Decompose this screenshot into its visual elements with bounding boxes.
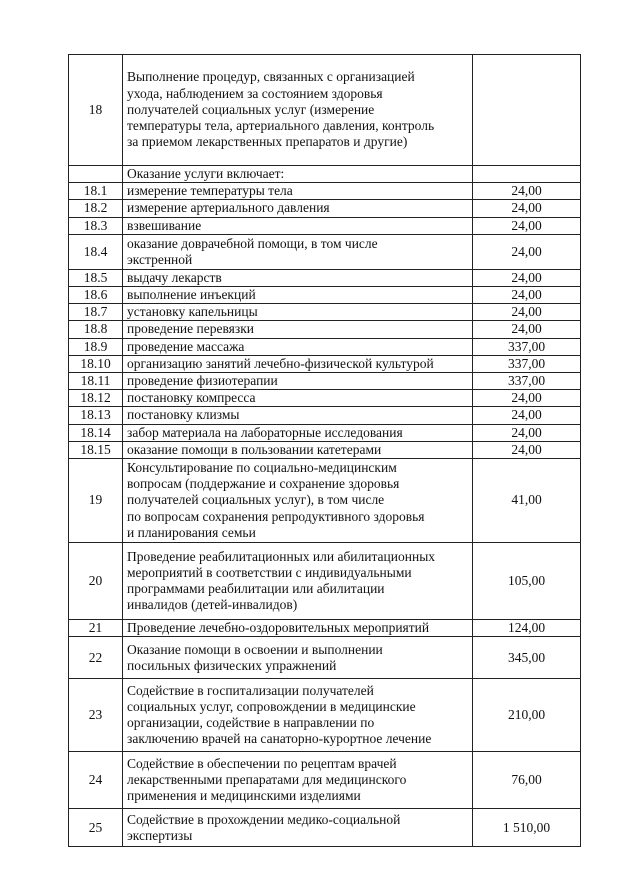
service-price: 41,00 xyxy=(473,459,581,543)
row-number: 18.7 xyxy=(69,304,123,321)
service-name: проведение перевязки xyxy=(123,321,473,338)
table-row xyxy=(69,424,581,441)
service-price: 337,00 xyxy=(473,355,581,372)
table-row xyxy=(69,809,581,847)
table-row xyxy=(69,407,581,424)
service-name: Содействие в прохождении медико-социальной экспертизы xyxy=(123,809,473,847)
service-price: 337,00 xyxy=(473,338,581,355)
table-row xyxy=(69,637,581,679)
service-price xyxy=(473,166,581,183)
table-row xyxy=(69,287,581,304)
table-row xyxy=(69,390,581,407)
table-row xyxy=(69,338,581,355)
service-name: оказание помощи в пользовании катетерами xyxy=(123,441,473,458)
row-number: 18.13 xyxy=(69,407,123,424)
row-number: 21 xyxy=(69,620,123,637)
service-name: оказание доврачебной помощи, в том числе экстренной xyxy=(123,234,473,269)
row-number: 18.8 xyxy=(69,321,123,338)
service-name: Консультирование по социально-медицинским вопросам (поддержание и сохранение здоровья получателей социальных услуг), в том числе по вопросам сохранения репродуктивного здоровья и планирования семьи xyxy=(123,459,473,543)
row-number: 18.4 xyxy=(69,234,123,269)
service-name: проведение массажа xyxy=(123,338,473,355)
row-number: 18.2 xyxy=(69,200,123,217)
table-row xyxy=(69,234,581,269)
table-row xyxy=(69,355,581,372)
row-number: 18.10 xyxy=(69,355,123,372)
service-price: 24,00 xyxy=(473,183,581,200)
table-row xyxy=(69,752,581,809)
row-number: 18.12 xyxy=(69,390,123,407)
service-name: Оказание помощи в освоении и выполнении посильных физических упражнений xyxy=(123,637,473,679)
row-number: 18.6 xyxy=(69,287,123,304)
service-name: проведение физиотерапии xyxy=(123,373,473,390)
services-price-table xyxy=(68,54,581,847)
table-row xyxy=(69,304,581,321)
table-row xyxy=(69,200,581,217)
service-name: измерение температуры тела xyxy=(123,183,473,200)
service-price: 24,00 xyxy=(473,269,581,286)
table-body xyxy=(69,55,581,847)
row-number: 18.3 xyxy=(69,217,123,234)
service-price: 210,00 xyxy=(473,679,581,752)
service-name: Оказание услуги включает: xyxy=(123,166,473,183)
service-price: 24,00 xyxy=(473,287,581,304)
service-price: 24,00 xyxy=(473,217,581,234)
row-number: 24 xyxy=(69,752,123,809)
table-row xyxy=(69,373,581,390)
table-row xyxy=(69,217,581,234)
table-row xyxy=(69,543,581,620)
row-number: 20 xyxy=(69,543,123,620)
service-name: Проведение реабилитационных или абилитационных мероприятий в соответствии с индивидуальными программами реабилитации или абилитации инвалидов (детей-инвалидов) xyxy=(123,543,473,620)
service-price: 105,00 xyxy=(473,543,581,620)
service-price: 24,00 xyxy=(473,304,581,321)
service-price: 24,00 xyxy=(473,234,581,269)
row-number: 22 xyxy=(69,637,123,679)
service-name: взвешивание xyxy=(123,217,473,234)
service-name: постановку клизмы xyxy=(123,407,473,424)
table-row xyxy=(69,183,581,200)
service-name: постановку компресса xyxy=(123,390,473,407)
service-name: выдачу лекарств xyxy=(123,269,473,286)
table-row xyxy=(69,620,581,637)
row-number: 18.9 xyxy=(69,338,123,355)
table-row xyxy=(69,459,581,543)
service-price: 345,00 xyxy=(473,637,581,679)
service-price: 24,00 xyxy=(473,407,581,424)
row-number: 23 xyxy=(69,679,123,752)
service-price xyxy=(473,55,581,166)
table-row xyxy=(69,166,581,183)
row-number: 19 xyxy=(69,459,123,543)
row-number: 18.11 xyxy=(69,373,123,390)
row-number xyxy=(69,166,123,183)
table-row xyxy=(69,441,581,458)
service-price: 1 510,00 xyxy=(473,809,581,847)
service-price: 24,00 xyxy=(473,390,581,407)
service-name: установку капельницы xyxy=(123,304,473,321)
table-row xyxy=(69,321,581,338)
row-number: 18.15 xyxy=(69,441,123,458)
service-price: 24,00 xyxy=(473,200,581,217)
service-name: выполнение инъекций xyxy=(123,287,473,304)
row-number: 18 xyxy=(69,55,123,166)
service-price: 24,00 xyxy=(473,424,581,441)
service-name: забор материала на лабораторные исследования xyxy=(123,424,473,441)
row-number: 25 xyxy=(69,809,123,847)
service-price: 24,00 xyxy=(473,441,581,458)
row-number: 18.14 xyxy=(69,424,123,441)
table-row xyxy=(69,269,581,286)
service-name: измерение артериального давления xyxy=(123,200,473,217)
service-name: Выполнение процедур, связанных с организацией ухода, наблюдением за состоянием здоровья получателей социальных услуг (измерение температуры тела, артериального давления, контроль за приемом лекарственных препаратов и другие) xyxy=(123,55,473,166)
service-name: Проведение лечебно-оздоровительных мероприятий xyxy=(123,620,473,637)
service-name: Содействие в госпитализации получателей социальных услуг, сопровождении в медицинские организации, содействие в направлении по заключению врачей на санаторно-курортное лечение xyxy=(123,679,473,752)
table-row xyxy=(69,55,581,166)
service-price: 24,00 xyxy=(473,321,581,338)
table-row xyxy=(69,679,581,752)
service-name: Содействие в обеспечении по рецептам врачей лекарственными препаратами для медицинского применения и медицинскими изделиями xyxy=(123,752,473,809)
service-name: организацию занятий лечебно-физической культурой xyxy=(123,355,473,372)
service-price: 76,00 xyxy=(473,752,581,809)
service-price: 337,00 xyxy=(473,373,581,390)
row-number: 18.5 xyxy=(69,269,123,286)
row-number: 18.1 xyxy=(69,183,123,200)
service-price: 124,00 xyxy=(473,620,581,637)
